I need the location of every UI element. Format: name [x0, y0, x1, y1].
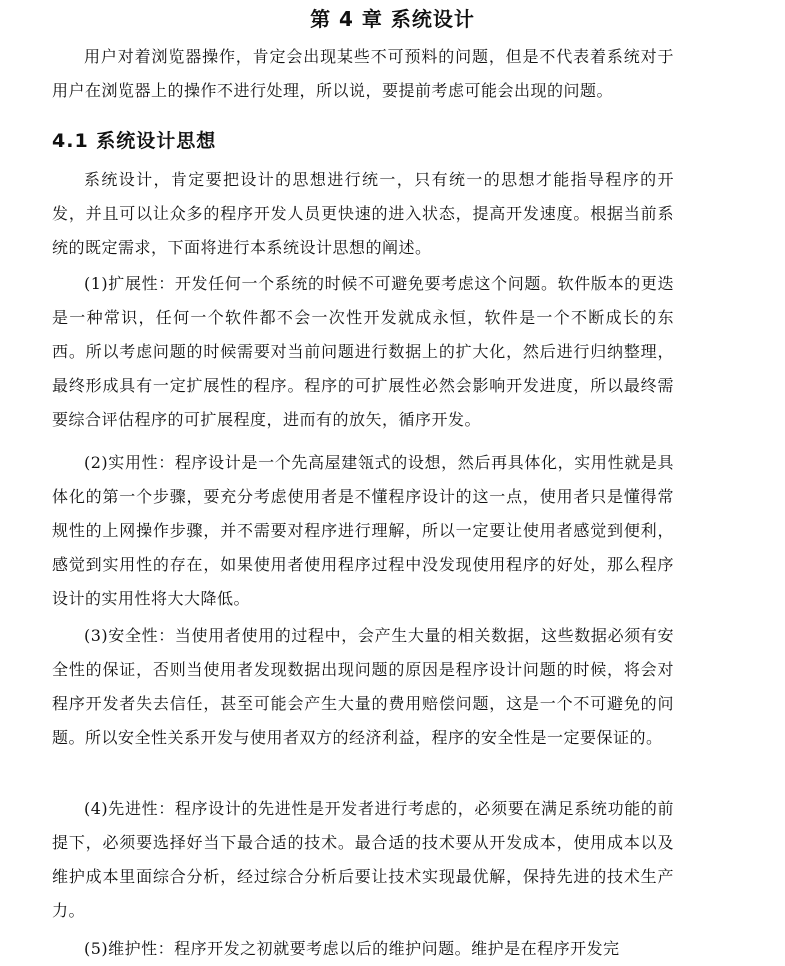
practicality-paragraph: (2)实用性：程序设计是一个先高屋建瓴式的设想，然后再具体化，实用性就是具体化的第一个步骤，要充分考虑使用者是不懂程序设计的这一点，使用者只是懂得常规性的上网操作步骤，并不需要对程序进行理解，所以一定要让使用者感觉到便利，感觉到实用性的存在，如果使用者使用程序过程中没发现使用程序的好处，那么程序设计的实用性将大大降低。	[52, 453, 674, 608]
security-paragraph: (3)安全性：当使用者使用的过程中，会产生大量的相关数据，这些数据必须有安全性的保证，否则当使用者发现数据出现问题的原因是程序设计问题的时候，将会对程序开发者失去信任，甚至可能会产生大量的费用赔偿问题，这是一个不可避免的问题。所以安全性关系开发与使用者双方的经济利益，程序的安全性是一定要保证的。	[52, 626, 674, 747]
advancement-paragraph: (4)先进性：程序设计的先进性是开发者进行考虑的，必须要在满足系统功能的前提下，必须要选择好当下最合适的技术。最合适的技术要从开发成本，使用成本以及维护成本里面综合分析，经过综合分析后要让技术实现最优解，保持先进的技术生产力。	[52, 799, 674, 920]
design-thinking-paragraph: 系统设计，肯定要把设计的思想进行统一，只有统一的思想才能指导程序的开发，并且可以让众多的程序开发人员更快速的进入状态，提高开发速度。根据当前系统的既定需求，下面将进行本系统设计思想的阐述。	[52, 170, 674, 257]
extensibility-paragraph: (1)扩展性：开发任何一个系统的时候不可避免要考虑这个问题。软件版本的更迭是一种常识，任何一个软件都不会一次性开发就成永恒，软件是一个不断成长的东西。所以考虑问题的时候需要对当前问题进行数据上的扩大化，然后进行归纳整理，最终形成具有一定扩展性的程序。程序的可扩展性必然会影响开发进度，所以最终需要综合评估程序的可扩展程度，进而有的放矢，循序开发。	[52, 274, 674, 429]
maintainability-paragraph: (5)维护性：程序开发之初就要考虑以后的维护问题。维护是在程序开发完	[84, 939, 620, 958]
section-heading: 4.1 系统设计思想	[52, 130, 217, 152]
chapter-title: 第 4 章 系统设计	[310, 7, 475, 31]
intro-paragraph: 用户对着浏览器操作，肯定会出现某些不可预料的问题，但是不代表着系统对于用户在浏览器上的操作不进行处理，所以说，要提前考虑可能会出现的问题。	[52, 47, 674, 100]
